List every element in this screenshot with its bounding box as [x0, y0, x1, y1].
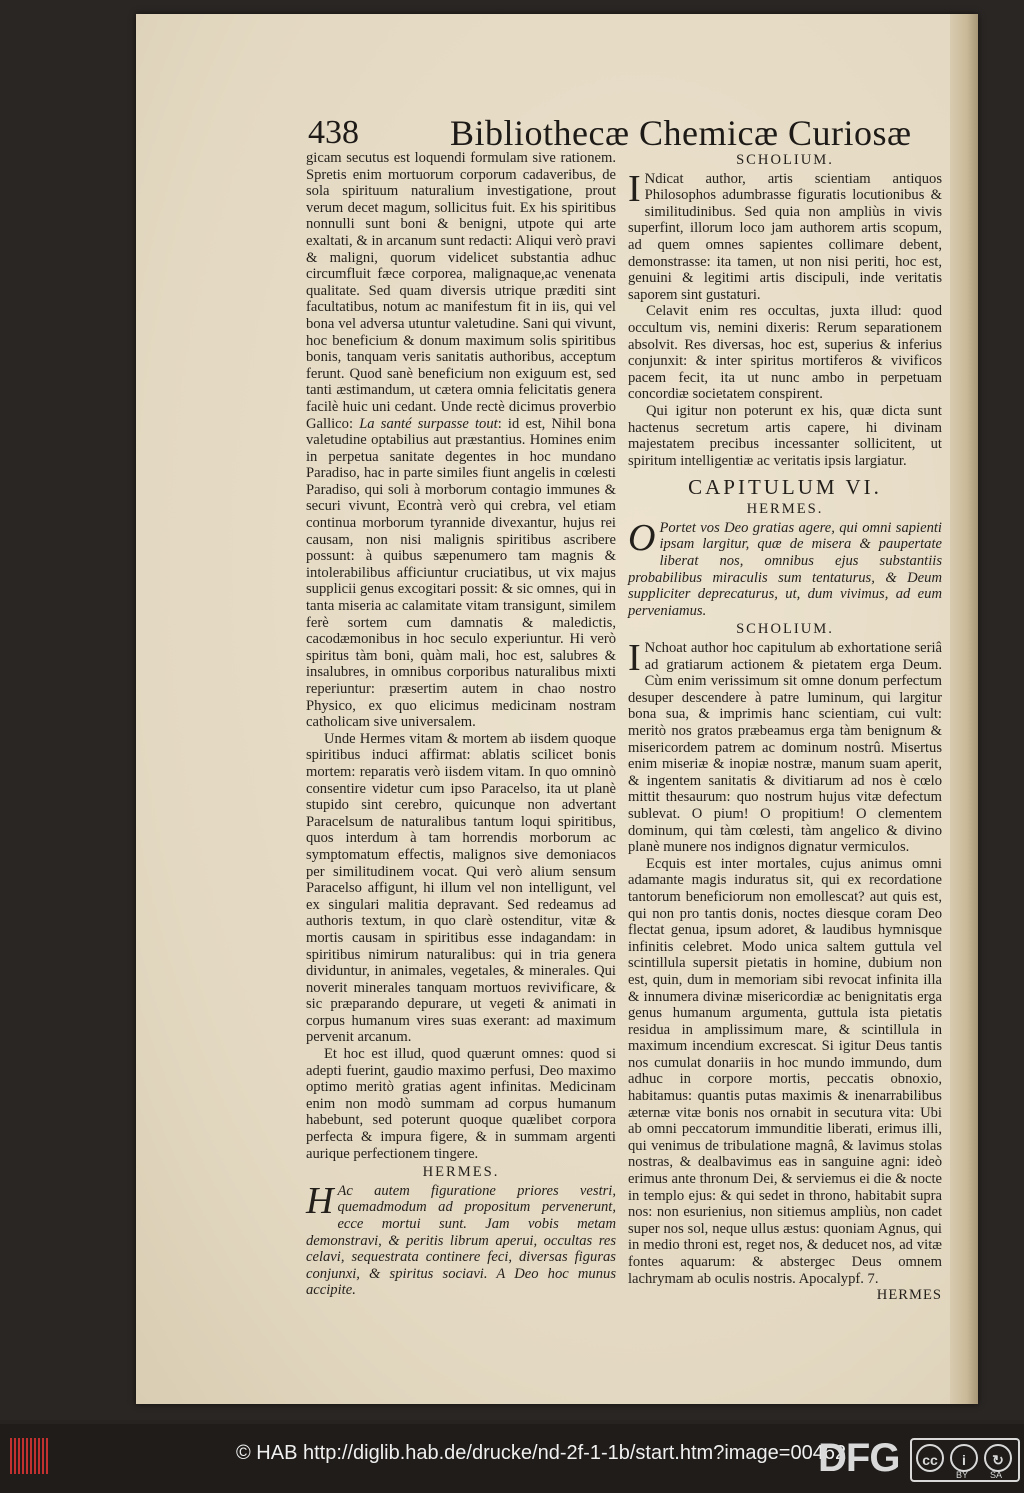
library-logo-icon — [10, 1438, 54, 1482]
page-edge — [950, 14, 978, 1404]
dropcap-i-2: I — [628, 637, 641, 680]
heading-scholium-1: SCHOLIUM. — [736, 152, 834, 168]
heading-hermes-left: HERMES. — [422, 1164, 500, 1181]
hermes-quote: H Ac autem figuratione priores vestri, quemadmodum ad propositum pervenerunt, ecce mortui sunt. Jam vobis metam demonstravi, & peritis librum aperui, occultas res celavi, sequestrata continere feci, diversas figuras conjunxi, & spiritus sociavi. A Deo hoc munus accipite. — [306, 1179, 616, 1299]
dropcap-o: O — [628, 516, 656, 559]
hermes-chapter-text: O Portet vos Deo gratias agere, qui omni sapienti ipsam largitur, quæ de misera & paupertate liberat nos, omnibus ejus substantiis probabilibus miraculis sum tentaturus, & Deum suppliciter deprecaturus, ut, dum vivimus, ad eum perveniamus. — [628, 516, 942, 619]
page-number: 438 — [308, 114, 359, 151]
cc-license-badge[interactable] — [910, 1438, 1020, 1482]
dropcap-h: H — [306, 1179, 334, 1222]
scholium-1-paragraph-3: Qui igitur non poterunt ex his, quæ dicta sunt hactenus secretum artis capere, hi divinam majestatem precibus incessanter sollicitent, ut spiritum intelligentiæ ac veritatis ipsis largiatur. — [628, 402, 942, 469]
scholium-2-paragraph-2: Ecquis est inter mortales, cujus animus omni adamante magis induratus sit, qui ex recordatione tantorum beneficiorum non emollescat? aut quis est, qui non pro tantis donis, noctes diesque coram Deo flectat genua, ipsum adoret, & laudibus hymnisque infinitis celebret. Modo unica saltem guttula vel scintillula supersit pietatis in homine, dubium non est, quin, dum in memoriam sibi revocat infinita illa & innumera divinæ misericordiæ ac benignitatis erga genus humanum argumenta, guttula ista pietatis residua in amplissimum mare, & scintillula in maximum incendium excrescat. Si igitur Deus tantis nos cumulat donariis in hoc mundo immundo, dum adhuc in corpore mortis, peccatis obnoxio, habitamus: quantis putas maximis & inenarrabilibus æternæ vitæ bonis nos ornabit in secutura vita: Ubi ab omni peccatorum immunditie liberati, erimus illi, qui venimus de tribulatione magnâ, & lavimus stolas nostras, & dealbavimus eas in sanguine agni: ideò erimus ante thronum Dei, & serviemus ei die & nocte in templo ejus: & qui sedet in throno, habitabit supra nos: non esurienius, non sitiemus ampliùs, non cadet super nos sol, neque ullus æstus: quoniam Agnus, qui in medio throni est, reget nos, & deducet nos, ad vitæ fontes aquarum: & abstergec Deus omnem lachrymam ab oculis nostris. Apocalypf. 7. — [628, 855, 942, 1287]
left-paragraph-2: Unde Hermes vitam & mortem ab iisdem quoque spiritibus induci affirmat: ablatis scilicet bonis mortem: reparatis verò iisdem vitam. In quo omninò consentire videtur cum ipso Paracelso, ita ut planè stupido sint cerebro, quicunque non advertant Paracelsum de naturalibus tantum loqui spiritibus, quos interdum à tam horrendis morborum ac symptomatum effectis, malignos sive demoniacos per similitudinem vocat. Qui verò alium sensum Paracelso affigunt, hi illum vel non intelligunt, vel ex singulari malitia depravant. Sed redeamus ad authoris textum, in quo clarè ostenditur, vitæ & mortis causam in spiritibus esse indagandam: in spiritibus nimirum naturalibus: qui in tria genera dividuntur, in animales, vegetales, & minerales. Qui noverit minerales tanquam mortuos revivificare, & sic præparando depurare, ut vegeti & animati in corpus humanum vires suas exerant: ad maximum pervenit arcanum. — [306, 730, 616, 1046]
catchword: HERMES — [876, 1287, 942, 1304]
scholium-2-paragraph-1: I Nchoat author hoc capitulum ab exhortatione seriâ ad gratiarum actionem & pietatem erga Deum. Cùm enim verissimum sit omne donum perfectum desuper descendere à patre luminum, qui largitur bona sua, & imprimis hanc scientiam, cui vult: meritò nos gratos præbeamus erga tàm benignum & misericordem patrem ac dominum nostrû. Misertus enim miseriæ & inopiæ nostræ, manum suam aperit, & ingentem sanitatis & divitiarum ad nos è cœlo mittit thesaurum: quo nostrum hujus vitæ defectum sublevat. O pium! O propitium! O clementem dominum, qui tàm cœlesti, tàm angelico & divino planè munere nos indignos dignatur vermiculos. — [628, 637, 942, 856]
scholium-1-paragraph-2: Celavit enim res occultas, juxta illud: quod occultum vis, nemini dixeris: Rerum separationem absolvit. Res diversas, hoc est, superius & inferius conjunxit: & inter spiritus mortiferos & vivificos pacem fecit, ita ut nunc ambo in perpetuam concordiæ societatem conspirent. — [628, 303, 942, 403]
right-column — [628, 150, 942, 1304]
left-paragraph-3: Et hoc est illud, quod quærunt omnes: quod si adepti fuerint, gaudio maximo perfusi, Deo maximo optimo meritò gratias agent infinitas. Medicinam enim non modò summam ad corpus humanum habebunt, sed poterunt quoque quælibet corpora perfecta & impura figere, & in summam argenti aurique perfectionem tingere. — [306, 1046, 616, 1162]
dropcap-i: I — [628, 167, 641, 210]
heading-scholium-2: SCHOLIUM. — [736, 621, 834, 638]
copyright-link[interactable]: © HAB http://diglib.hab.de/drucke/nd-2f-1-1b/start.htm?image=00462 — [236, 1442, 847, 1464]
heading-hermes-right: HERMES. — [746, 501, 824, 518]
share-alike-icon: ↻ — [984, 1444, 1012, 1472]
cc-icon: cc — [916, 1444, 944, 1472]
chapter-title: CAPITULUM VI. — [688, 475, 882, 500]
cc-by-label: BY — [956, 1470, 969, 1480]
french-proverb: La santé surpasse tout — [359, 415, 498, 432]
by-person-icon: i — [950, 1444, 978, 1472]
cc-sa-label: SA — [990, 1470, 1003, 1480]
footer-bar — [0, 1424, 1024, 1493]
running-title: Bibliothecæ Chemicæ Curiosæ — [450, 113, 912, 153]
dfg-logo: DFG — [818, 1436, 900, 1480]
left-paragraph-1: gicam secutus est loquendi formulam sive rationem. Spretis enim mortuorum corporum cadaveribus, de sola spirituum naturalium investigatione, prout verum decet magum, sollicitus fuit. Ex his spiritibus nonnulli sunt boni & benigni, utpote qui arte exaltati, & in arcanum sunt redacti: Aliqui verò pravi & maligni, quorum videlicet substantia adhuc circumfluit fæce corporea, malignaque,ac venenata qualitate. Sed quam diversis utrique præditi sint facultatibus, notum ac manifestum fit in iis, qui vel bona vel adversa utuntur valetudine. Sani qui vivunt, hoc beneficium & donum maximum solis spiritibus bonis, tanquam veris sanitatis authoribus, acceptum ferunt. Quod sanè beneficium non exiguum est, sed tanti æstimandum, ut cætera omnia felicitatis genera facilè huic uni cedant. Unde rectè dicimus proverbio Gallico: La santé surpasse tout: id est, Nihil bona valetudine optabilius aut præstantius. Homines enim in perpetua sanitate degentes in hoc mundano Paradiso, hac in parte similes fiunt angelis in cœlesti Paradiso, qui soli à morborum contagio immunes & securi vivunt, Econtrà verò qui crebra, vel etiam continua morborum tyrannide divexantur, hujus rei causam, non nisi malignis spiritibus ascribere possunt: à quibus sæpenumero tam magnis & intolerabilibus afficiuntur cruciatibus, ut vix majus supplicii genus excogitari possit: & sic omnes, qui in tanta miseria ac calamitate vitam transigunt, similem ferè sortem cum damnatis & maledictis, cacodæmonibus in hoc seculo experiuntur. Hi verò spiritus tàm boni, quàm mali, hoc est, salubres & insalubres, in omnibus corporibus naturalibus mixti reperiuntur: præsertim autem in chao nostro Physico, ex quo elicimus medicinam nostram catholicam sive universalem. — [306, 150, 617, 731]
left-column — [306, 150, 616, 1299]
scholium-1-paragraph-1: I Ndicat author, artis scientiam antiquos Philosophos adumbrasse figuratis locutionibus & similitudinibus. Sed quia non ampliùs in vivis superfint, illorum loco jam authorem artis scopum, ad quem omnes sapientes collimare debent, demonstrasse: ita tamen, ut non nisi periti, hoc est, genuini & legitimi artis discipuli, inde veritatis saporem sint gustaturi. — [628, 167, 942, 303]
